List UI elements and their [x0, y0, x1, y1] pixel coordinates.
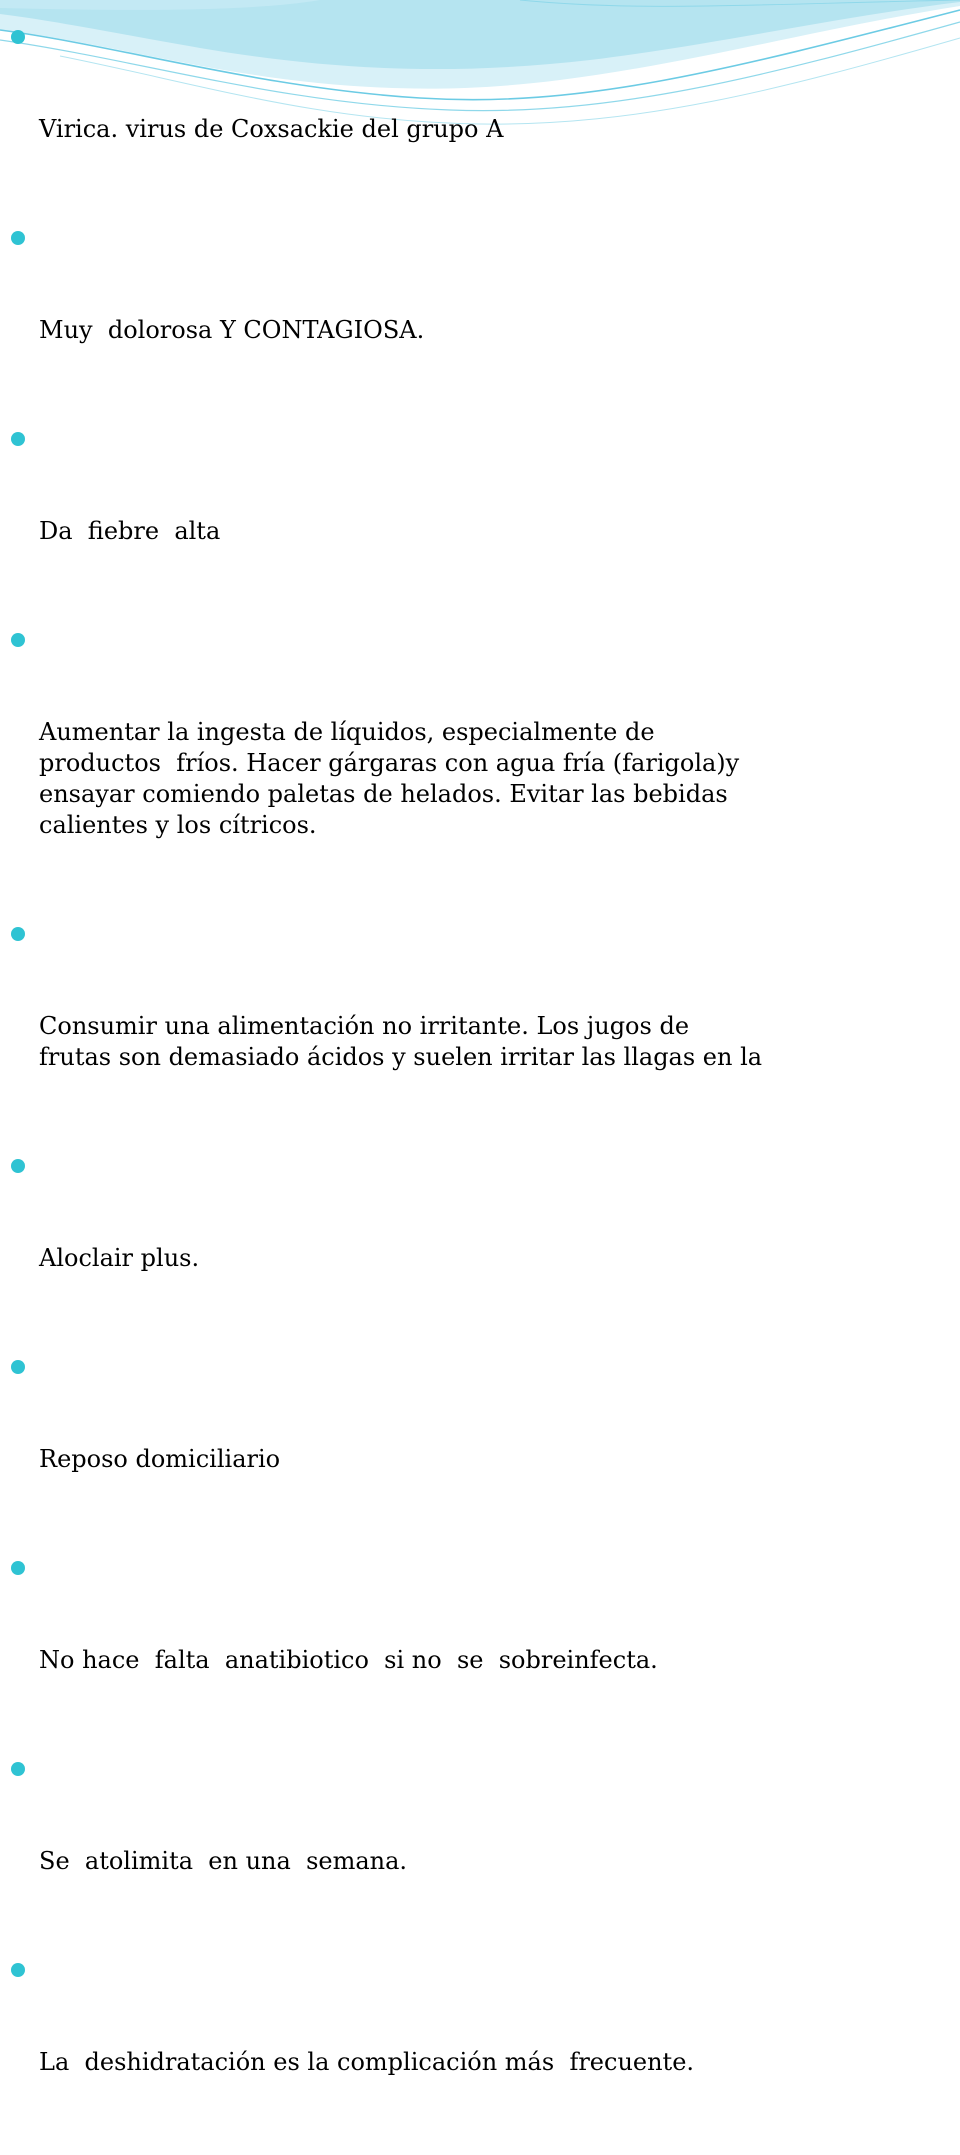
bullet-text: Reposo domiciliario	[39, 1445, 281, 1473]
bullet-item	[0, 222, 960, 408]
bullet-text: No hace falta anatibiotico si no se sobreinfecta.	[39, 1646, 658, 1674]
bullet-item	[0, 1351, 960, 1537]
bullet-dot-icon	[11, 1963, 25, 1977]
bullet-dot-icon	[11, 432, 25, 446]
bullet-text: La deshidratación es la complicación más frecuente.	[39, 2048, 695, 2076]
bullet-dot-icon	[11, 1159, 25, 1173]
bullet-item	[0, 1150, 960, 1336]
bullet-item	[0, 1954, 960, 2140]
bullet-text: Virica. virus de Coxsackie del grupo A	[39, 115, 504, 143]
bullet-dot-icon	[11, 633, 25, 647]
bullet-item	[0, 918, 960, 1135]
bullet-item	[0, 624, 960, 903]
bullet-text: Aloclair plus.	[39, 1244, 200, 1272]
bullet-text: Muy dolorosa Y CONTAGIOSA.	[39, 316, 425, 344]
bullet-dot-icon	[11, 927, 25, 941]
bullet-item	[0, 21, 960, 207]
bullet-text: Aumentar la ingesta de líquidos, especialmente de productos fríos. Hacer gárgaras con agua fría (farigola)y ensayar comiendo paletas de helados. Evitar las bebidas calientes y los cítricos.	[39, 718, 740, 839]
bullet-dot-icon	[11, 231, 25, 245]
bullet-dot-icon	[11, 1762, 25, 1776]
bullet-dot-icon	[11, 1360, 25, 1374]
bullet-dot-icon	[11, 1561, 25, 1575]
bullet-item	[0, 1552, 960, 1738]
bullet-item	[0, 423, 960, 609]
bullet-text: Da fiebre alta	[39, 517, 221, 545]
bullet-list	[0, 21, 960, 2155]
bullet-text: Consumir una alimentación no irritante. Los jugos de frutas son demasiado ácidos y suelen irritar las llagas en la	[39, 1012, 763, 1071]
bullet-text: Se atolimita en una semana.	[39, 1847, 408, 1875]
bullet-dot-icon	[11, 30, 25, 44]
bullet-item	[0, 1753, 960, 1939]
